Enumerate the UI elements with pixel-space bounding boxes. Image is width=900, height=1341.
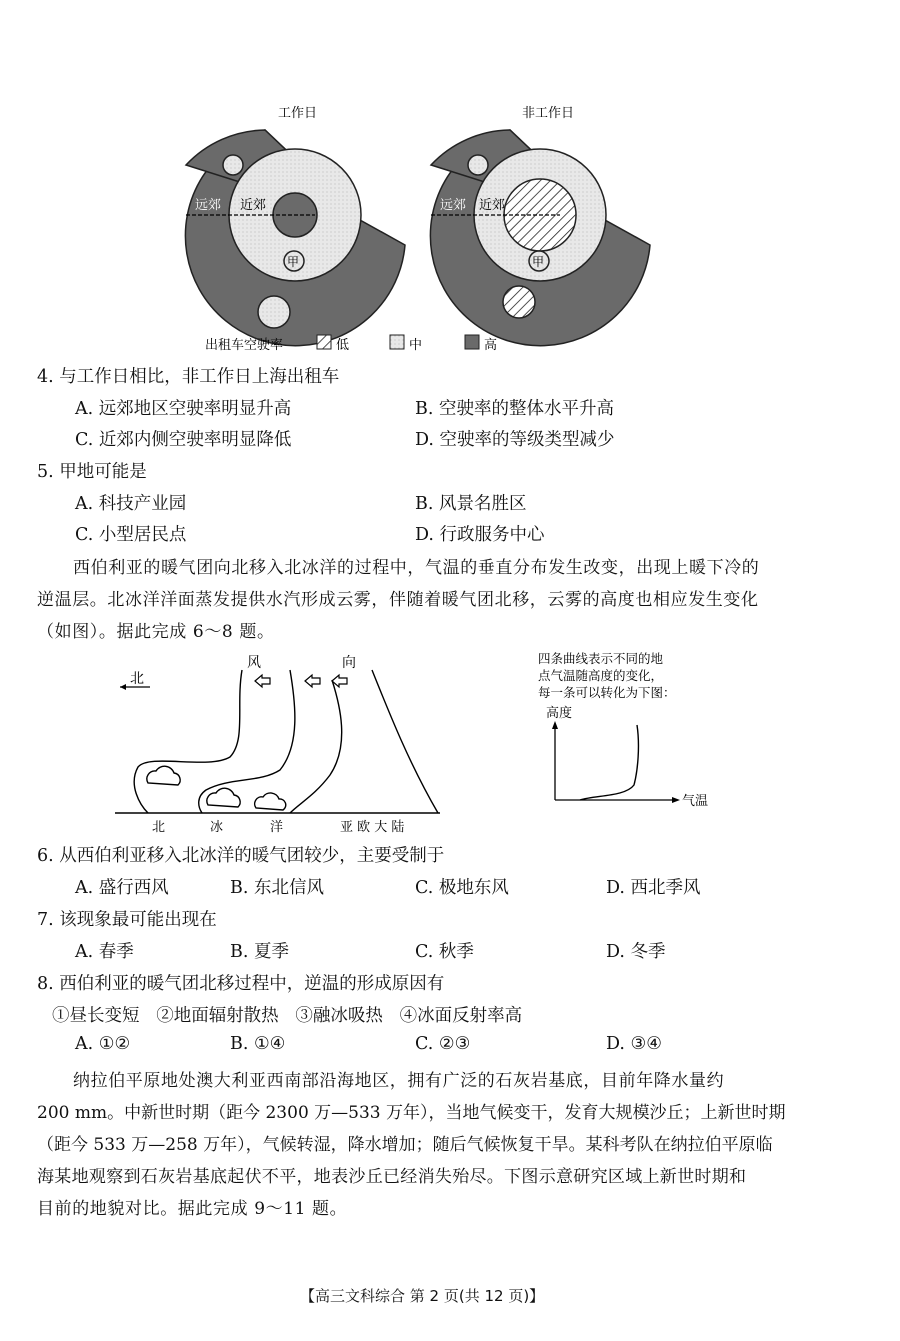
q6-option-d: D. 西北季风: [606, 878, 701, 898]
q6-option-b: B. 东北信风: [230, 878, 324, 898]
q7-stem: 7. 该现象最可能出现在: [37, 910, 217, 930]
q5-option-d: D. 行政服务中心: [415, 525, 545, 545]
q5-option-c: C. 小型居民点: [75, 525, 187, 545]
svg-text:洋: 洋: [270, 820, 284, 835]
legend: [205, 335, 497, 353]
label-jia-right: 甲: [532, 255, 545, 269]
q8-stem: 8. 西伯利亚的暖气团北移过程中，逆温的形成原因有: [37, 974, 445, 994]
q4-option-d: D. 空驶率的等级类型减少: [415, 430, 615, 450]
inversion-figure: [110, 645, 720, 835]
label-near-left: 近郊: [240, 198, 267, 213]
para2-line2: 200 mm。中新世时期（距今 2300 万—533 万年），当地气候变干，发育大规模沙丘；上新世时期: [37, 1103, 786, 1123]
para2-line3: （距今 533 万—258 万年），气候转湿，降水增加；随后气候恢复干旱。某科考队在纳拉伯平原临: [37, 1135, 773, 1155]
curve-2: [199, 670, 295, 813]
note-line-1: 四条曲线表示不同的地: [538, 651, 664, 666]
wind-label-2: 向: [342, 655, 356, 671]
q5-stem: 5. 甲地可能是: [37, 462, 147, 482]
svg-text:高: 高: [484, 338, 498, 353]
q8-option-b: B. ①④: [230, 1034, 286, 1054]
title-workday: 工作日: [278, 106, 318, 121]
label-far-left: 远郊: [195, 198, 222, 213]
north-label: 北: [130, 671, 144, 687]
profile-curve: [580, 725, 638, 800]
legend-title: 出租车空驶率: [205, 338, 284, 353]
curve-3: [290, 680, 342, 813]
para2-line4: 海某地观察到石灰岩基底起伏不平，地表沙丘已经消失殆尽。下图示意研究区域上新世时期和: [37, 1167, 747, 1187]
q5-option-a: A. 科技产业园: [75, 494, 187, 514]
curve-4: [372, 670, 438, 813]
q5-option-b: B. 风景名胜区: [415, 494, 527, 514]
q4-option-b: B. 空驶率的整体水平升高: [415, 399, 614, 419]
note-line-3: 每一条可以转化为下图：: [538, 685, 676, 700]
note-line-2: 点气温随高度的变化，: [538, 668, 664, 683]
para1-line1: 西伯利亚的暖气团向北移入北冰洋的过程中，气温的垂直分布发生改变，出现上暖下冷的: [73, 558, 760, 578]
workday-map: [185, 130, 405, 346]
q7-option-a: A. 春季: [75, 942, 134, 962]
svg-text:中: 中: [409, 338, 423, 353]
q8-option-d: D. ③④: [606, 1034, 662, 1054]
para2-line1: 纳拉伯平原地处澳大利亚西南部沿海地区，拥有广泛的石灰岩基底，目前年降水量约: [73, 1071, 725, 1091]
q4-option-a: A. 远郊地区空驶率明显升高: [75, 399, 292, 419]
label-jia-left: 甲: [287, 255, 300, 269]
q8-option-c: C. ②③: [415, 1034, 471, 1054]
wind-label-1: 风: [247, 655, 261, 671]
para1-line2: 逆温层。北冰洋洋面蒸发提供水汽形成云雾，伴随着暖气团北移，云雾的高度也相应发生变化: [37, 590, 759, 610]
svg-text:冰: 冰: [210, 820, 224, 835]
nonworkday-map: [430, 130, 650, 346]
q4-stem: 4. 与工作日相比，非工作日上海出租车: [37, 367, 340, 387]
q8-statements: ①昼长变短 ②地面辐射散热 ③融冰吸热 ④冰面反射率高: [52, 1006, 523, 1026]
x-axis-label: 气温: [682, 794, 709, 809]
q6-option-a: A. 盛行西风: [75, 878, 169, 898]
q7-option-c: C. 秋季: [415, 942, 474, 962]
continent-label: 亚 欧 大 陆: [340, 820, 405, 835]
label-far-right: 远郊: [440, 198, 467, 213]
q7-option-b: B. 夏季: [230, 942, 289, 962]
para2-line5: 目前的地貌对比。据此完成 9～11 题。: [37, 1199, 348, 1219]
q7-option-d: D. 冬季: [606, 942, 666, 962]
label-near-right: 近郊: [479, 198, 506, 213]
title-nonworkday: 非工作日: [522, 106, 575, 121]
para1-line3: （如图）。据此完成 6～8 题。: [37, 622, 275, 642]
taxi-vacancy-figure: [170, 95, 700, 360]
q4-option-c: C. 近郊内侧空驶率明显降低: [75, 430, 292, 450]
page-footer: 【高三文科综合 第 2 页(共 12 页)】: [300, 1287, 545, 1305]
svg-text:北: 北: [152, 820, 166, 835]
q6-stem: 6. 从西伯利亚移入北冰洋的暖气团较少，主要受制于: [37, 846, 445, 866]
y-axis-label: 高度: [546, 706, 573, 721]
q6-option-c: C. 极地东风: [415, 878, 509, 898]
cloud-icon: [147, 766, 286, 810]
q8-option-a: A. ①②: [75, 1034, 131, 1054]
svg-text:低: 低: [336, 338, 350, 353]
